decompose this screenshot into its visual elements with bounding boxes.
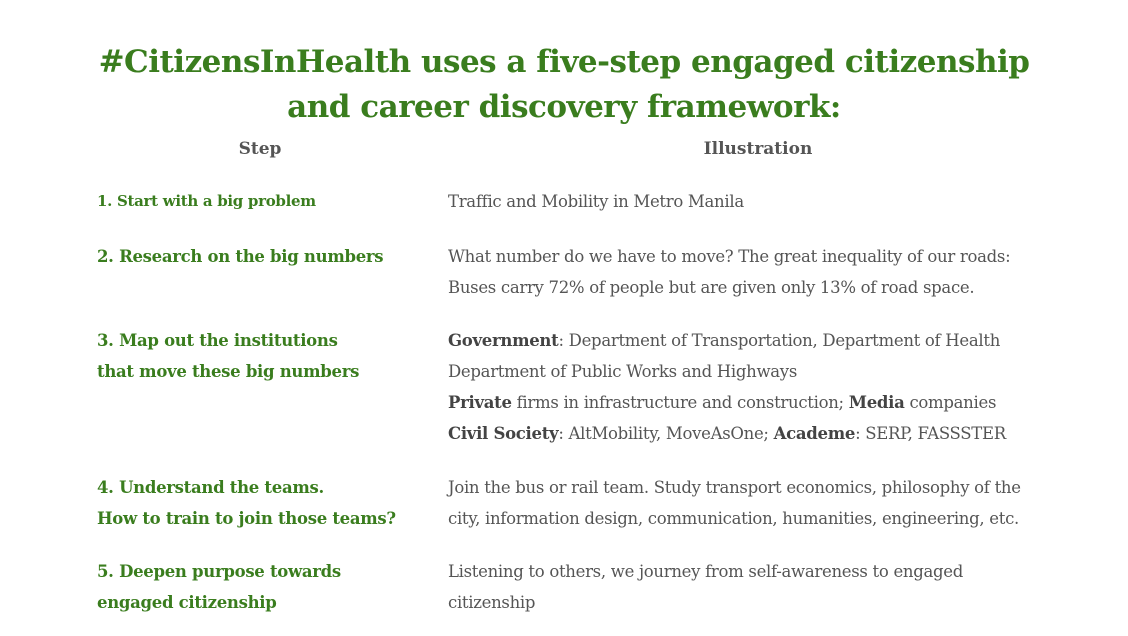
step-1-label: 1. Start with a big problem	[97, 192, 316, 210]
illustration-2	[448, 241, 1108, 303]
page-title	[0, 40, 1128, 130]
column-header-illustration: Illustration	[703, 139, 813, 159]
column-header-step: Step	[238, 139, 282, 159]
step-3	[97, 325, 427, 387]
illustration-5-line-1: Listening to others, we journey from self-awareness to engaged	[448, 562, 964, 581]
step-3-label-line-1: 3. Map out the institutions	[97, 331, 338, 350]
step-5-label-line-2: engaged citizenship	[97, 593, 277, 612]
step-3-label-line-2: that move these big numbers	[97, 362, 360, 381]
civil-society-label: Civil Society	[448, 424, 559, 443]
illustration-4-line-1: Join the bus or rail team. Study transport economics, philosophy of the	[448, 478, 1021, 497]
step-5	[97, 556, 427, 618]
step-2	[97, 241, 427, 272]
illustration-3-line-2: Department of Public Works and Highways	[448, 362, 797, 381]
government-label: Government	[448, 331, 559, 350]
civil-society-text: : AltMobility, MoveAsOne;	[558, 424, 774, 443]
illustration-3-line-4	[448, 418, 1108, 449]
illustration-2-line-1: What number do we have to move? The great inequality of our roads:	[448, 247, 1011, 266]
illustration-5-line-2: citizenship	[448, 593, 536, 612]
step-1	[97, 186, 427, 217]
illustration-1	[448, 186, 1108, 217]
illustration-5	[448, 556, 1108, 618]
media-text: companies	[904, 393, 997, 412]
government-text: : Department of Transportation, Department of Health	[558, 331, 1001, 350]
illustration-3	[448, 325, 1108, 449]
illustration-1-line-1: Traffic and Mobility in Metro Manila	[448, 192, 744, 211]
step-4-label-line-1: 4. Understand the teams.	[97, 478, 324, 497]
academe-label: Academe	[773, 424, 856, 443]
illustration-3-line-3	[448, 387, 1108, 418]
private-label: Private	[448, 393, 512, 412]
illustration-2-line-2: Buses carry 72% of people but are given only 13% of road space.	[448, 278, 975, 297]
illustration-3-line-1	[448, 325, 1108, 356]
illustration-4	[448, 472, 1108, 534]
private-text: firms in infrastructure and construction;	[511, 393, 849, 412]
academe-text: : SERP, FASSSTER	[855, 424, 1006, 443]
title-line-1: #CitizensInHealth uses a five-step engaged citizenship	[98, 44, 1030, 80]
step-2-label: 2. Research on the big numbers	[97, 247, 384, 266]
media-label: Media	[848, 393, 905, 412]
step-4	[97, 472, 427, 534]
step-5-label-line-1: 5. Deepen purpose towards	[97, 562, 341, 581]
step-4-label-line-2: How to train to join those teams?	[97, 509, 396, 528]
illustration-4-line-2: city, information design, communication, humanities, engineering, etc.	[448, 509, 1019, 528]
title-line-2: and career discovery framework:	[287, 89, 841, 125]
